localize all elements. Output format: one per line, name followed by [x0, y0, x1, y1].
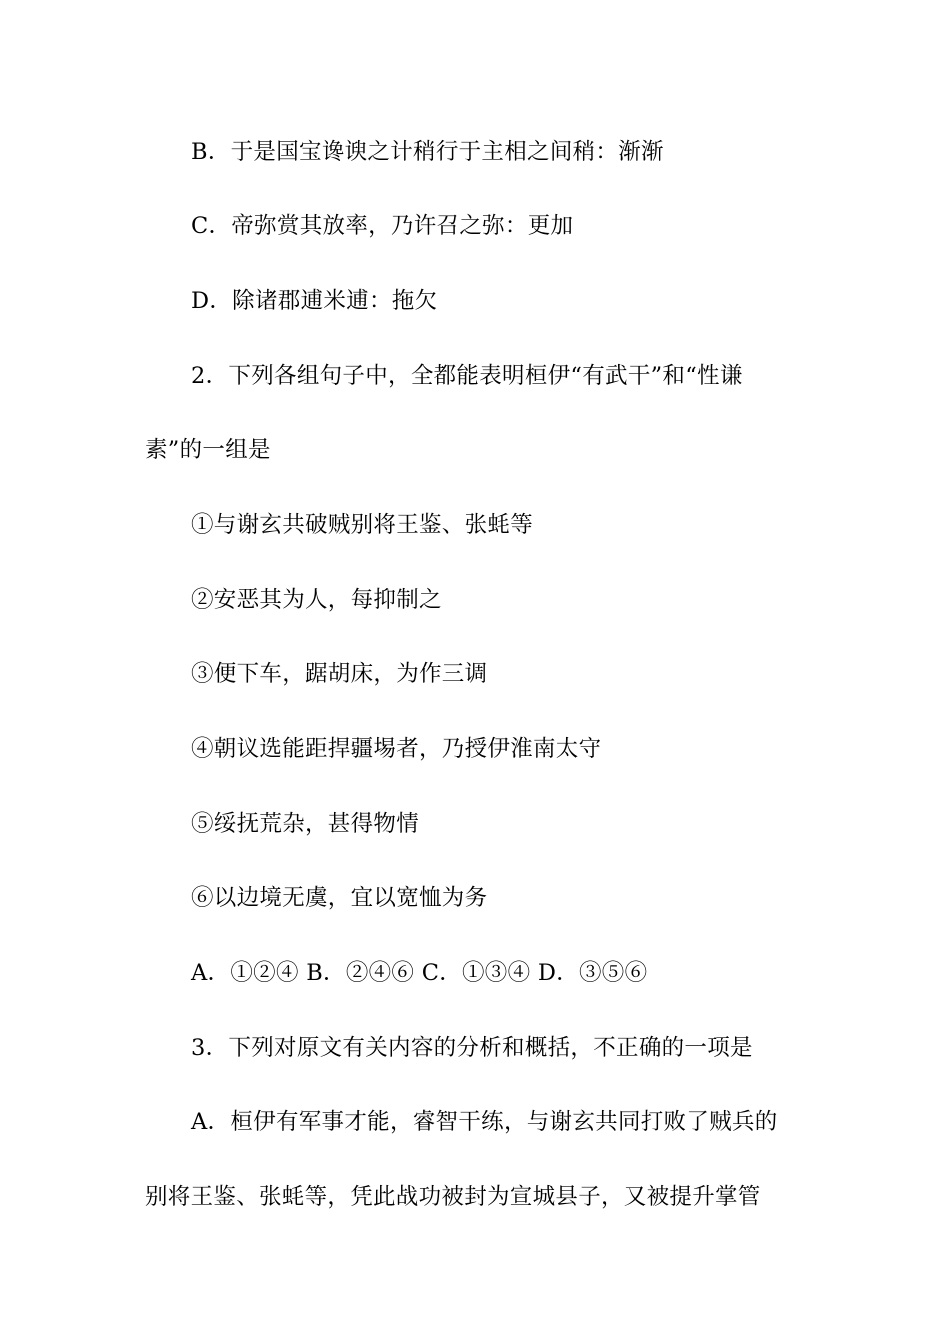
sentence-4: ④朝议选能距捍疆埸者，乃授伊淮南太守	[191, 736, 602, 762]
question-2-answer-options: A．①②④ B．②④⑥ C．①③④ D．③⑤⑥	[191, 960, 648, 986]
question-3-line: 3．下列对原文有关内容的分析和概括，不正确的一项是	[191, 1035, 753, 1061]
question-3-option-a-line-1: A．桓伊有军事才能，睿智干练，与谢玄共同打败了贼兵的	[191, 1109, 778, 1135]
sentence-5: ⑤绥抚荒杂，甚得物情	[191, 811, 420, 837]
question-2-line-1: 2．下列各组句子中，全都能表明桓伊“有武干”和“性谦	[191, 363, 743, 389]
question-2-line-2: 素”的一组是	[145, 437, 271, 463]
question-3-option-a-line-2: 别将王鉴、张蚝等，凭此战功被封为宣城县子，又被提升掌管	[145, 1184, 761, 1210]
option-b-line: B．于是国宝谗谀之计稍行于主相之间稍：渐渐	[191, 139, 664, 165]
sentence-2: ②安恶其为人，每抑制之	[191, 587, 442, 613]
option-c-line: C．帝弥赏其放率，乃许召之弥：更加	[191, 213, 574, 239]
sentence-6: ⑥以边境无虞，宜以宽恤为务	[191, 885, 488, 911]
sentence-3: ③便下车，踞胡床，为作三调	[191, 661, 488, 687]
option-d-line: D．除诸郡逋米逋：拖欠	[191, 288, 438, 314]
sentence-1: ①与谢玄共破贼别将王鉴、张蚝等	[191, 512, 534, 538]
